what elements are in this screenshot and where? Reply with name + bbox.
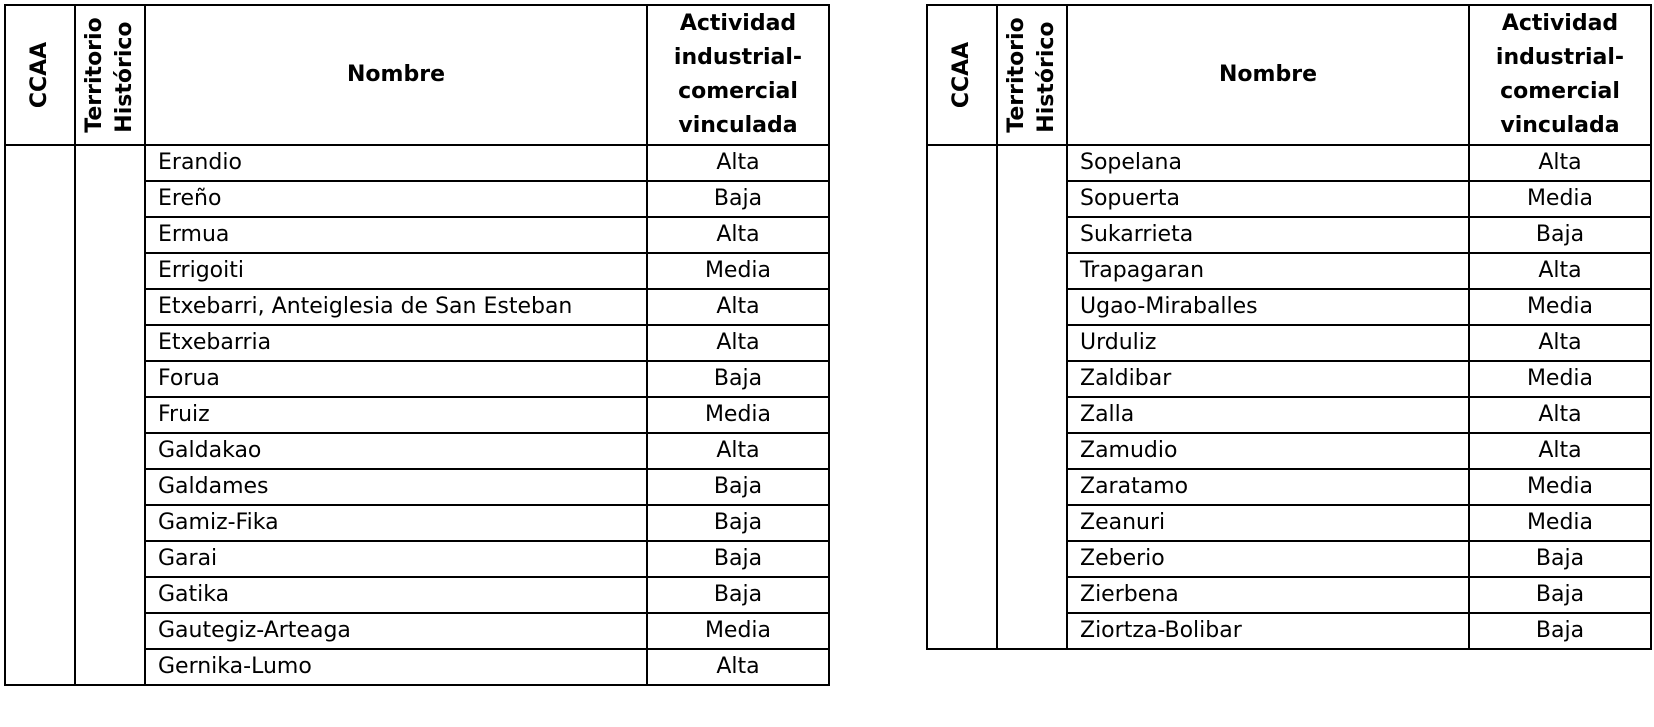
cell-nombre: Forua xyxy=(145,361,647,397)
header-nombre: Nombre xyxy=(145,5,647,145)
ccaa-merged-cell xyxy=(927,145,997,649)
cell-actividad: Media xyxy=(1469,289,1651,325)
header-actividad-line1: Actividad xyxy=(1501,11,1619,36)
cell-nombre: Garai xyxy=(145,541,647,577)
cell-nombre: Ziortza-Bolibar xyxy=(1067,613,1469,649)
cell-nombre: Zaratamo xyxy=(1067,469,1469,505)
municipalities-table-left xyxy=(4,4,830,686)
cell-nombre: Erandio xyxy=(145,145,647,181)
cell-actividad: Alta xyxy=(1469,253,1651,289)
municipalities-table-right xyxy=(926,4,1652,650)
table-header-row xyxy=(5,5,829,145)
cell-actividad: Alta xyxy=(1469,433,1651,469)
table-body-left xyxy=(5,145,829,685)
header-territorio-line2: Histórico xyxy=(1034,21,1059,133)
header-actividad xyxy=(1469,5,1651,145)
header-actividad-line2: industrial- xyxy=(1495,45,1625,70)
header-actividad-line4: vinculada xyxy=(1500,113,1620,138)
cell-actividad: Alta xyxy=(647,433,829,469)
cell-actividad: Baja xyxy=(1469,541,1651,577)
cell-actividad: Baja xyxy=(647,541,829,577)
cell-actividad: Media xyxy=(647,253,829,289)
cell-nombre: Galdakao xyxy=(145,433,647,469)
cell-actividad: Alta xyxy=(1469,397,1651,433)
cell-actividad: Alta xyxy=(647,289,829,325)
cell-nombre: Ermua xyxy=(145,217,647,253)
header-territorio-historico xyxy=(997,5,1067,145)
cell-nombre: Fruiz xyxy=(145,397,647,433)
cell-actividad: Baja xyxy=(647,361,829,397)
cell-actividad: Media xyxy=(1469,361,1651,397)
cell-nombre: Sukarrieta xyxy=(1067,217,1469,253)
header-nombre: Nombre xyxy=(1067,5,1469,145)
table-body-right xyxy=(927,145,1651,649)
cell-actividad: Alta xyxy=(1469,325,1651,361)
cell-nombre: Zeberio xyxy=(1067,541,1469,577)
cell-nombre: Errigoiti xyxy=(145,253,647,289)
cell-nombre: Zierbena xyxy=(1067,577,1469,613)
cell-actividad: Media xyxy=(1469,181,1651,217)
header-actividad-line3: comercial xyxy=(1500,79,1620,104)
cell-nombre: Gautegiz-Arteaga xyxy=(145,613,647,649)
cell-actividad: Media xyxy=(647,613,829,649)
cell-actividad: Alta xyxy=(647,325,829,361)
cell-nombre: Ugao-Miraballes xyxy=(1067,289,1469,325)
header-territorio-historico xyxy=(75,5,145,145)
cell-actividad: Baja xyxy=(1469,217,1651,253)
header-actividad-line3: comercial xyxy=(678,79,798,104)
header-actividad-line2: industrial- xyxy=(673,45,803,70)
territorio-merged-cell xyxy=(75,145,145,685)
ccaa-merged-cell xyxy=(5,145,75,685)
cell-actividad: Baja xyxy=(647,181,829,217)
header-territorio-line2: Histórico xyxy=(112,21,137,133)
cell-actividad: Media xyxy=(647,397,829,433)
cell-nombre: Sopelana xyxy=(1067,145,1469,181)
cell-nombre: Gernika-Lumo xyxy=(145,649,647,685)
table-row xyxy=(927,145,1651,181)
cell-nombre: Gamiz-Fika xyxy=(145,505,647,541)
cell-actividad: Baja xyxy=(647,505,829,541)
cell-nombre: Ereño xyxy=(145,181,647,217)
cell-nombre: Etxebarri, Anteiglesia de San Esteban xyxy=(145,289,647,325)
cell-nombre: Galdames xyxy=(145,469,647,505)
header-actividad-line1: Actividad xyxy=(679,11,797,36)
cell-actividad: Alta xyxy=(1469,145,1651,181)
table-row xyxy=(5,145,829,181)
header-actividad xyxy=(647,5,829,145)
header-territorio-line1: Territorio xyxy=(1004,17,1029,133)
cell-actividad: Baja xyxy=(1469,577,1651,613)
cell-nombre: Gatika xyxy=(145,577,647,613)
cell-nombre: Zalla xyxy=(1067,397,1469,433)
header-ccaa xyxy=(5,5,75,145)
cell-nombre: Zaldibar xyxy=(1067,361,1469,397)
cell-nombre: Zamudio xyxy=(1067,433,1469,469)
header-territorio-line1: Territorio xyxy=(82,17,107,133)
table-header-row xyxy=(927,5,1651,145)
header-ccaa-label: CCAA xyxy=(949,41,974,109)
cell-actividad: Baja xyxy=(647,469,829,505)
cell-actividad: Alta xyxy=(647,145,829,181)
cell-nombre: Etxebarria xyxy=(145,325,647,361)
cell-actividad: Alta xyxy=(647,649,829,685)
cell-actividad: Media xyxy=(1469,505,1651,541)
cell-nombre: Zeanuri xyxy=(1067,505,1469,541)
header-ccaa-label: CCAA xyxy=(27,41,52,109)
cell-actividad: Alta xyxy=(647,217,829,253)
cell-actividad: Baja xyxy=(1469,613,1651,649)
header-ccaa xyxy=(927,5,997,145)
cell-nombre: Urduliz xyxy=(1067,325,1469,361)
header-actividad-line4: vinculada xyxy=(678,113,798,138)
cell-nombre: Trapagaran xyxy=(1067,253,1469,289)
cell-nombre: Sopuerta xyxy=(1067,181,1469,217)
territorio-merged-cell xyxy=(997,145,1067,649)
cell-actividad: Baja xyxy=(647,577,829,613)
cell-actividad: Media xyxy=(1469,469,1651,505)
